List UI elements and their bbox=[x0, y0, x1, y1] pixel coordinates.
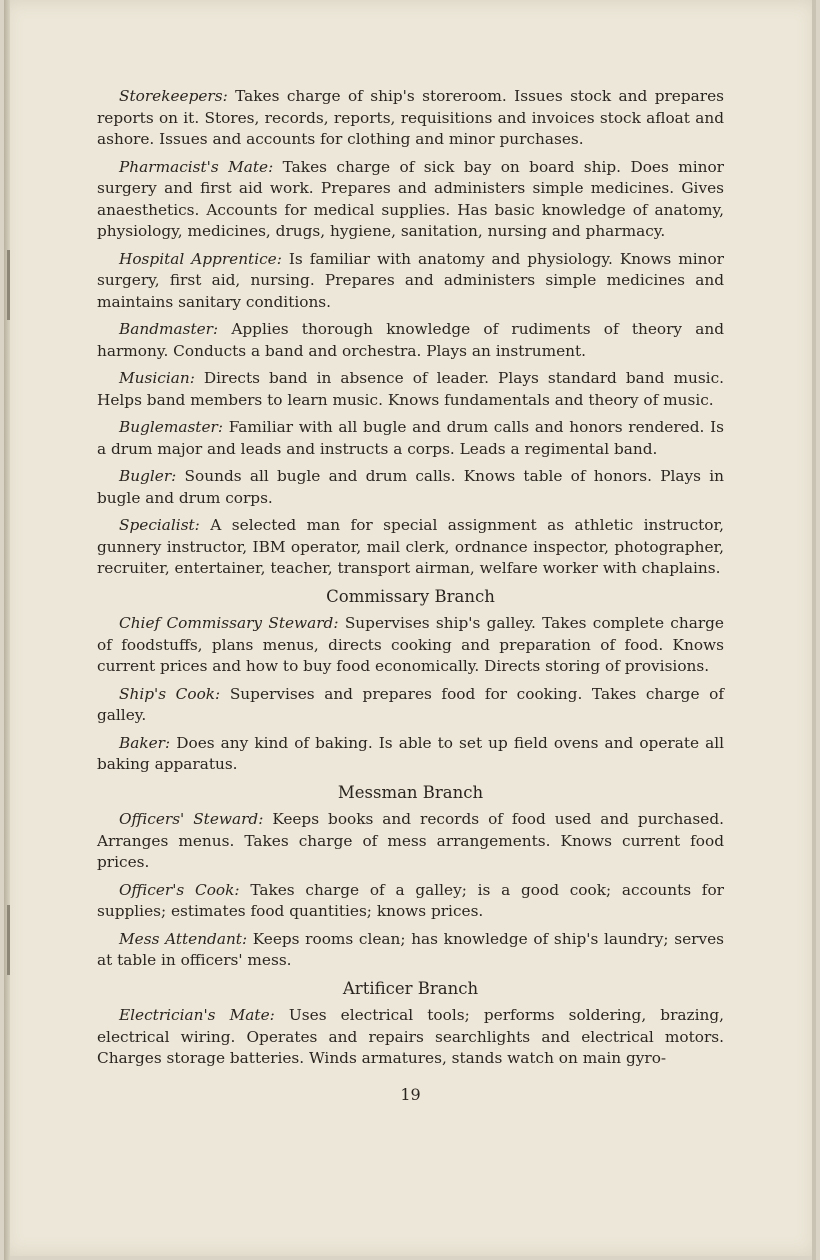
rating-description: Uses electrical tools; performs soldering, brazing, electrical wiring. Operates and repairs searchlights and electrical motors. Charges storage batteries. Winds armatures, stands watch on main gyro- bbox=[97, 1006, 724, 1067]
rating-title: Musician: bbox=[119, 369, 195, 387]
rating-description: Takes charge of ship's storeroom. Issues stock and prepares reports on it. Stores, records, reports, requisitions and invoices stock afloat and ashore. Issues and accounts for clothing and minor purchases. bbox=[97, 87, 724, 148]
rating-description: Takes charge of a galley; is a good cook; accounts for supplies; estimates food quantities; knows prices. bbox=[97, 880, 724, 920]
page-number: 19 bbox=[400, 1084, 421, 1104]
section-heading: Messman Branch bbox=[337, 782, 484, 802]
rating-title: Baker: bbox=[119, 733, 171, 752]
rating-title: Storekeepers: bbox=[119, 87, 228, 105]
rating-entry bbox=[97, 249, 724, 314]
rating-description: Keeps books and records of food used and purchased. Arranges menus. Takes charge of mess arrangements. Knows current food prices. bbox=[97, 810, 724, 871]
rating-entry bbox=[97, 319, 724, 362]
rating-description: Familiar with all bugle and drum calls and honors rendered. Is a drum major and leads and instructs a corps. Leads a regimental band. bbox=[97, 418, 724, 458]
page-edge bbox=[812, 0, 816, 1260]
rating-entry bbox=[97, 86, 724, 151]
rating-description: Sounds all bugle and drum calls. Knows table of honors. Plays in bugle and drum corps. bbox=[97, 467, 724, 507]
document-page bbox=[4, 0, 816, 1256]
rating-entry bbox=[97, 880, 724, 923]
rating-description: Takes charge of sick bay on board ship. Does minor surgery and first aid work. Prepares and administers simple medicines. Gives anaesthetics. Accounts for medical supplies. Has basic knowledge of anatomy, physiology, medicines, drugs, hygiene, sanitation, nursing and pharmacy. bbox=[97, 157, 724, 240]
rating-title: Ship's Cook: bbox=[119, 684, 221, 703]
rating-entry bbox=[97, 684, 724, 727]
page-content bbox=[97, 86, 724, 1105]
rating-description: Keeps rooms clean; has knowledge of ship's laundry; serves at table in officers' mess. bbox=[97, 929, 724, 969]
rating-title: Hospital Apprentice: bbox=[119, 249, 282, 268]
rating-title: Officers' Steward: bbox=[119, 810, 264, 828]
rating-entry bbox=[97, 417, 724, 460]
rating-title: Pharmacist's Mate: bbox=[119, 157, 274, 176]
rating-title: Electrician's Mate: bbox=[119, 1006, 275, 1024]
rating-entry bbox=[97, 1005, 724, 1070]
rating-entry bbox=[97, 613, 724, 678]
rating-description: Is familiar with anatomy and physiology. Knows minor surgery, first aid, nursing. Prepares and administers simple medicines and maintains sanitary conditions. bbox=[97, 249, 724, 311]
rating-entry bbox=[97, 368, 724, 411]
binding-edge bbox=[4, 0, 10, 1260]
staple-mark bbox=[7, 905, 10, 975]
rating-description: Supervises and prepares food for cooking. Takes charge of galley. bbox=[97, 684, 724, 724]
section-heading: Artificer Branch bbox=[342, 978, 479, 998]
rating-title: Mess Attendant: bbox=[119, 929, 248, 948]
rating-description: Supervises ship's galley. Takes complete charge of foodstuffs, plans menus, directs cooking and preparation of food. Knows current prices and how to buy food economically. Directs storing of provisions. bbox=[97, 614, 724, 675]
rating-description: A selected man for special assignment as athletic instructor, gunnery instructor, IBM operator, mail clerk, ordnance inspector, photographer, recruiter, entertainer, teacher, transport airman, welfare worker with chaplains. bbox=[97, 516, 724, 577]
rating-entry bbox=[97, 929, 724, 972]
rating-title: Specialist: bbox=[119, 516, 200, 534]
rating-entry bbox=[97, 515, 724, 580]
staple-mark bbox=[7, 250, 10, 320]
rating-description: Does any kind of baking. Is able to set up field ovens and operate all baking apparatus. bbox=[97, 733, 724, 773]
rating-title: Bugler: bbox=[119, 467, 177, 485]
rating-entry bbox=[97, 466, 724, 509]
rating-title: Bandmaster: bbox=[119, 320, 219, 338]
rating-entry bbox=[97, 157, 724, 243]
rating-title: Officer's Cook: bbox=[119, 880, 240, 899]
rating-title: Chief Commissary Steward: bbox=[119, 614, 339, 632]
rating-title: Buglemaster: bbox=[119, 418, 223, 436]
rating-entry bbox=[97, 809, 724, 874]
section-heading: Commissary Branch bbox=[326, 586, 495, 606]
rating-description: Directs band in absence of leader. Plays standard band music. Helps band members to learn music. Knows fundamentals and theory of music. bbox=[97, 369, 724, 409]
rating-description: Applies thorough knowledge of rudiments of theory and harmony. Conducts a band and orchestra. Plays an instrument. bbox=[97, 320, 724, 360]
rating-entry bbox=[97, 733, 724, 776]
